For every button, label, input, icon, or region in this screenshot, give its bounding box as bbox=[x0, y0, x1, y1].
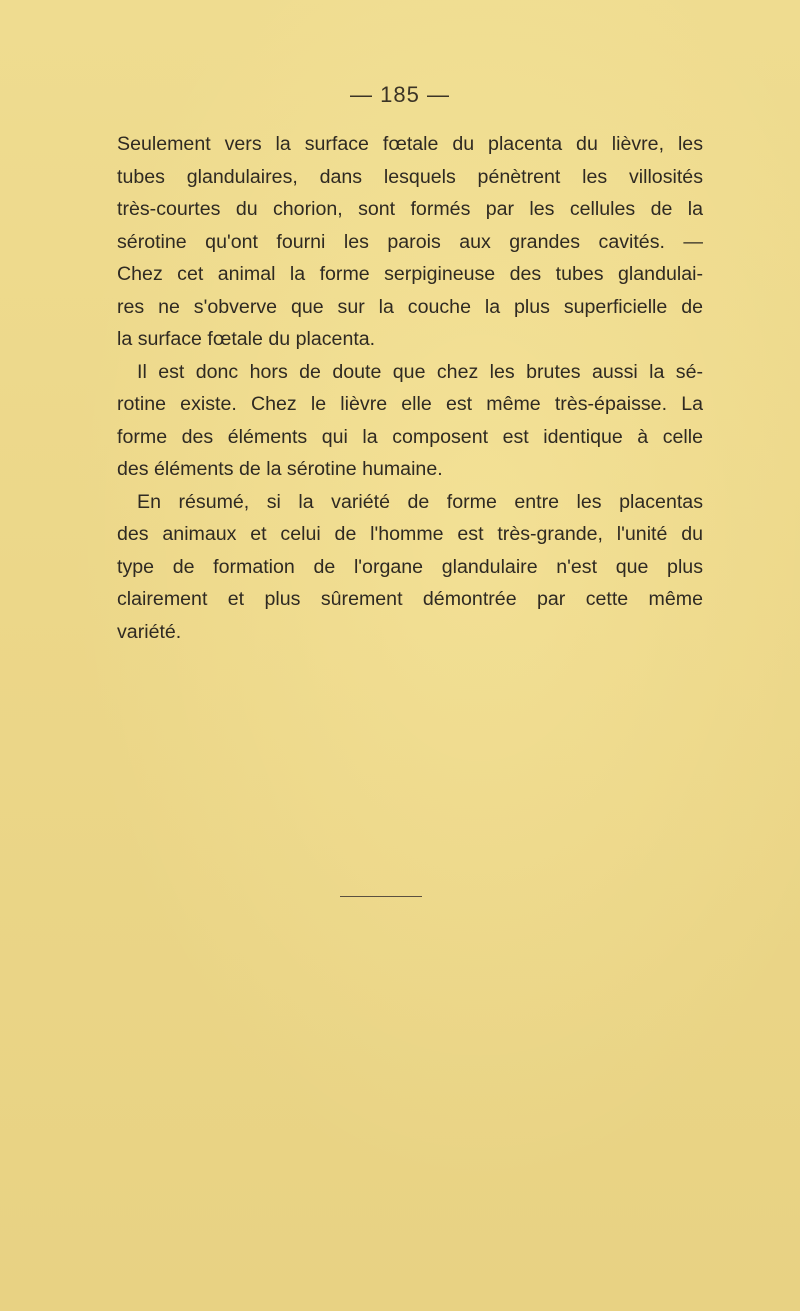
text-line: tubes glandulaires, dans lesquels pénètrent les villosités bbox=[117, 165, 703, 188]
text-line: clairement et plus sûrement démontrée par cette même bbox=[117, 588, 703, 610]
text-line: rotine existe. Chez le lièvre elle est même très-épaisse. La bbox=[117, 393, 703, 415]
text-line: Chez cet animal la forme serpigineuse des tubes glandulai- bbox=[117, 263, 703, 285]
text-line: sérotine qu'ont fourni les parois aux grandes cavités. — bbox=[117, 230, 703, 253]
text-line: res ne s'obverve que sur la couche la plus superficielle de bbox=[117, 295, 703, 318]
text-line: Il est donc hors de doute que chez les brutes aussi la sé- bbox=[137, 360, 703, 383]
section-divider bbox=[340, 896, 422, 897]
text-line: Seulement vers la surface fœtale du placenta du lièvre, les bbox=[117, 133, 703, 155]
text-line: la surface fœtale du placenta. bbox=[117, 328, 376, 350]
body-text bbox=[117, 128, 703, 648]
text-line: très-courtes du chorion, sont formés par les cellules de la bbox=[117, 198, 703, 220]
text-line: type de formation de l'organe glandulaire n'est que plus bbox=[117, 555, 703, 578]
text-line: variété. bbox=[117, 620, 182, 643]
page-number: — 185 — bbox=[350, 82, 450, 107]
text-line: des éléments de la sérotine humaine. bbox=[117, 458, 443, 480]
text-line: En résumé, si la variété de forme entre les placentas bbox=[137, 490, 703, 513]
text-line: forme des éléments qui la composent est identique à celle bbox=[117, 425, 703, 448]
text-line: des animaux et celui de l'homme est très-grande, l'unité du bbox=[117, 523, 703, 545]
